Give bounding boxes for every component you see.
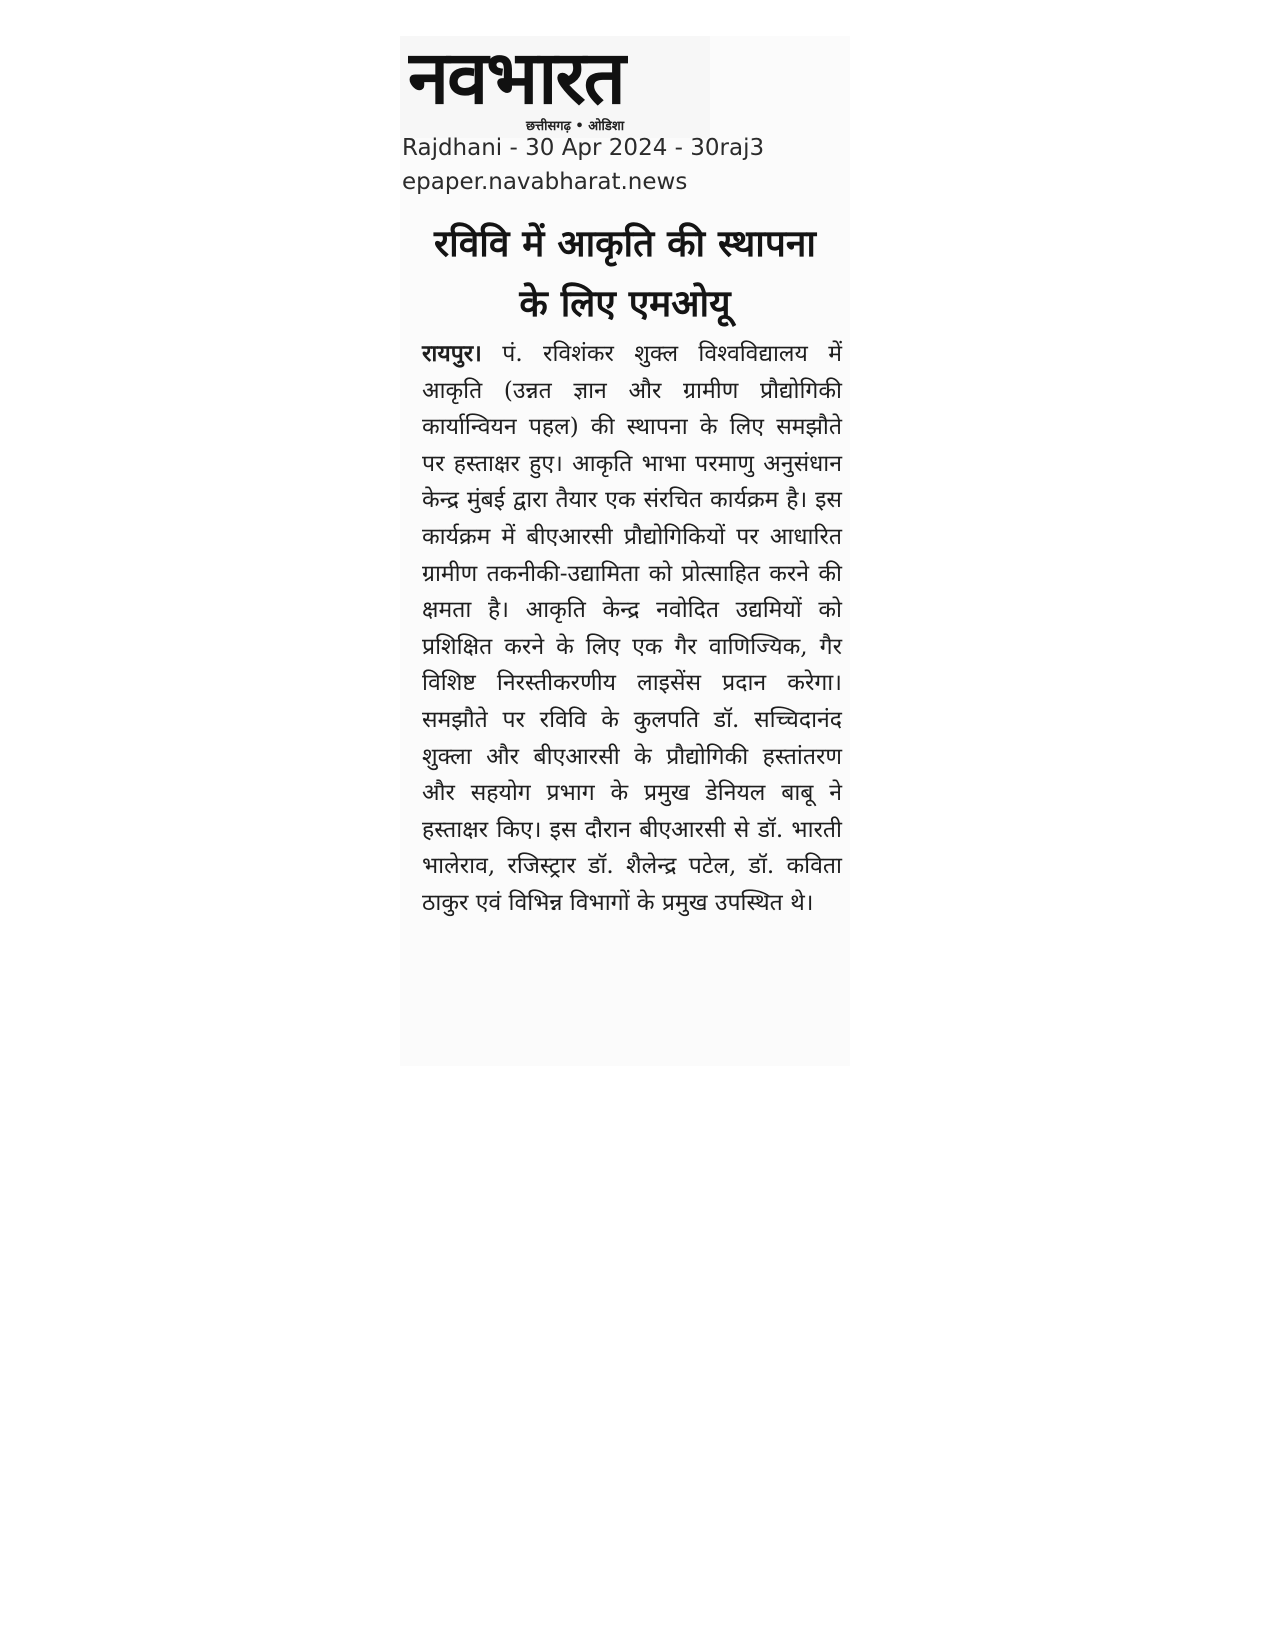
masthead bbox=[400, 36, 710, 138]
headline-line-2: के लिए एमओयू bbox=[519, 282, 731, 325]
article-text: पं. रविशंकर शुक्ल विश्वविद्यालय में आकृति (उन्नत ज्ञान और ग्रामीण प्रौद्योगिकी कार्यान्वियन पहल) की स्थापना के लिए समझौते पर हस्ताक्षर हुए। आकृति भाभा परमाणु अनुसंधान केन्द्र मुंबई द्वारा तैयार एक संरचित कार्यक्रम है। इस कार्यक्रम में बीएआरसी प्रौद्योगिकियों पर आधारित ग्रामीण तकनीकी-उद्यामिता को प्रोत्साहित करने की क्षमता है। आकृति केन्द्र नवोदित उद्यमियों को प्रशिक्षित करने के लिए एक गैर वाणिज्यिक, गैर विशिष्ट निरस्तीकरणीय लाइसेंस प्रदान करेगा। समझौते पर रविवि के कुलपति डॉ. सच्चिदानंद शुक्ला और बीएआरसी के प्रौद्योगिकी हस्तांतरण और सहयोग प्रभाग के प्रमुख डेनियल बाबू ने हस्ताक्षर किए। इस दौरान बीएआरसी से डॉ. भारती भालेराव, रजिस्ट्रार डॉ. शैलेन्द्र पटेल, डॉ. कविता ठाकुर एवं विभिन्न विभागों के प्रमुख उपस्थित थे। bbox=[422, 341, 842, 916]
article-body bbox=[422, 336, 842, 1056]
headline bbox=[400, 214, 850, 334]
source-url: epaper.navabharat.news bbox=[402, 169, 688, 195]
masthead-editions: छत्तीसगढ़ • ओडिशा bbox=[526, 119, 625, 134]
article-dateline: रायपुर। bbox=[422, 340, 482, 367]
newspaper-clipping bbox=[400, 36, 850, 1066]
headline-line-1: रविवि में आकृति की स्थापना bbox=[433, 222, 816, 265]
edition-info: Rajdhani - 30 Apr 2024 - 30raj3 bbox=[402, 135, 765, 161]
newspaper-logo: नवभारत bbox=[408, 38, 624, 118]
